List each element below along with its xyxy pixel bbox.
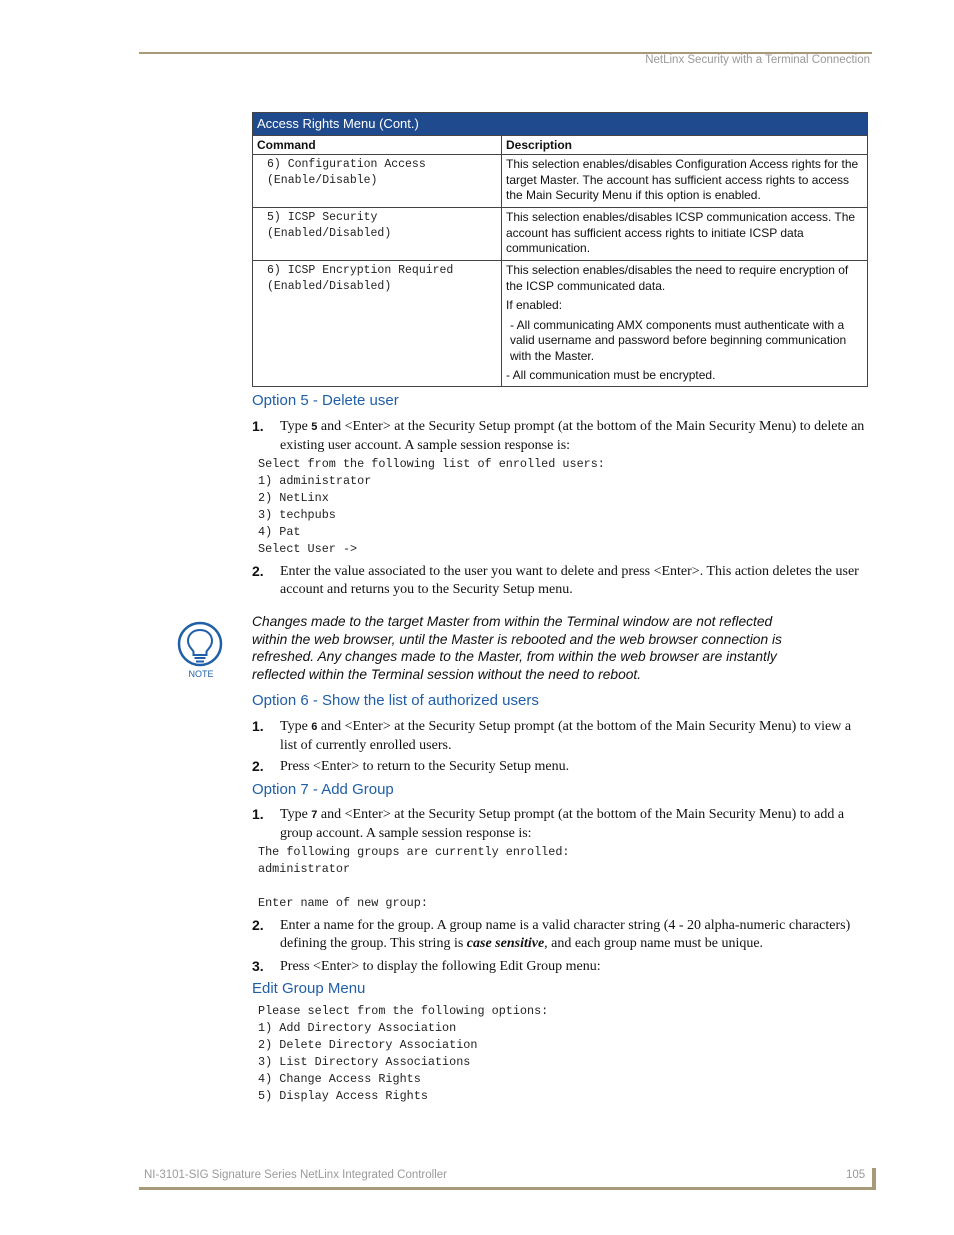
step-text-part: Type (280, 419, 312, 434)
step-text: Press <Enter> to return to the Security Setup menu. (280, 759, 570, 774)
command-cell: 6) Configuration Access (Enable/Disable) (253, 155, 502, 208)
step-text-part: and <Enter> at the Security Setup prompt (at the bottom of the Main Security Menu) to add a group account. A sample session response is: (280, 807, 845, 841)
step-number: 1. (252, 718, 264, 734)
description-text: - All communication must be encrypted. (506, 368, 716, 382)
code-line: Enter name of new group: (258, 896, 428, 911)
step-text (280, 718, 868, 754)
edit-group-code-block (258, 1003, 548, 1106)
table-row (253, 208, 868, 261)
option-5-heading: Option 5 - Delete user (252, 392, 399, 409)
command-cell: 6) ICSP Encryption Required (Enabled/Disabled) (253, 261, 502, 387)
code-line: 4) Change Access Rights (258, 1072, 421, 1087)
step-number: 1. (252, 806, 264, 822)
step-number: 2. (252, 917, 264, 933)
step-text-part: , and each group name must be unique. (544, 935, 764, 951)
code-line: The following groups are currently enrolled: (258, 845, 570, 859)
code-line: 2) Delete Directory Association (258, 1038, 478, 1053)
description-text: This selection enables/disables Configuration Access rights for the target Master. The account has sufficient access rights to access the Main Security Menu if this option is enabled. (506, 157, 859, 202)
table-row (253, 261, 868, 387)
code-line (258, 878, 570, 895)
session-code-block (258, 844, 570, 912)
step-number: 2. (252, 758, 264, 774)
key-label: 7 (311, 809, 318, 821)
note-text: Changes made to the target Master from within the Terminal window are not reflected within the web browser, until the Master is rebooted and the web browser connection is refreshed. Any changes made to the Master, from within the web browser are instantly reflected within the Terminal session without the need to reboot. (252, 614, 782, 682)
footer-tick (872, 1168, 876, 1190)
step-number: 1. (252, 418, 264, 434)
description-cell (502, 208, 868, 261)
session-code-block (258, 456, 605, 559)
step-text (280, 418, 868, 454)
code-line: Select User -> (258, 542, 358, 557)
edit-group-heading: Edit Group Menu (252, 980, 366, 997)
option-7-heading: Option 7 - Add Group (252, 781, 394, 798)
code-line: 5) Display Access Rights (258, 1089, 428, 1104)
option-6-heading: Option 6 - Show the list of authorized users (252, 692, 539, 709)
column-header-command: Command (253, 136, 502, 155)
page-number: 105 (846, 1169, 866, 1181)
description-text: - All communicating AMX components must authenticate with a valid username and password before beginning communication with the Master. (510, 317, 847, 363)
code-line: 1) Add Directory Association (258, 1021, 457, 1036)
step-text-part: and <Enter> at the Security Setup prompt (at the bottom of the Main Security Menu) to view a list of currently enrolled users. (280, 719, 852, 753)
description-text: This selection enables/disables the need to require encryption of the ICSP communicated data. (506, 263, 849, 293)
access-rights-table (252, 112, 868, 387)
code-line: administrator (258, 862, 351, 877)
step-number: 3. (252, 958, 264, 974)
footer-title: NI-3101-SIG Signature Series NetLinx Integrated Controller (144, 1169, 447, 1181)
note-label: NOTE (188, 669, 214, 679)
code-line: Please select from the following options: (258, 1004, 549, 1018)
command-cell: 5) ICSP Security (Enabled/Disabled) (253, 208, 502, 261)
step-text-part: Type (280, 807, 312, 822)
footer-rule (139, 1187, 872, 1190)
key-label: 6 (311, 721, 318, 733)
step-text: Enter the value associated to the user you want to delete and press <Enter>. This action deletes the user account and returns you to the Security Setup menu. (280, 564, 859, 597)
step-text (280, 806, 868, 842)
step-number: 2. (252, 563, 264, 579)
step-text-part: and <Enter> at the Security Setup prompt (at the bottom of the Main Security Menu) to delete an existing user account. A sample session response is: (280, 419, 865, 453)
step-text (280, 917, 868, 952)
table-title: Access Rights Menu (Cont.) (253, 113, 868, 136)
key-label: 5 (311, 421, 318, 433)
running-header: NetLinx Security with a Terminal Connection (645, 54, 870, 66)
emphasis-text: case sensitive (466, 935, 545, 951)
code-line: Select from the following list of enrolled users: (258, 457, 605, 471)
description-text: If enabled: (506, 298, 563, 312)
table-row (253, 155, 868, 208)
code-line: 4) Pat (258, 525, 301, 540)
code-line: 1) administrator (258, 474, 372, 489)
step-text-part: Enter a name for the group. A group name is a valid character string (4 - 20 alpha-numeric characters) defining the group. This string is (280, 918, 851, 951)
code-line: 3) techpubs (258, 508, 336, 523)
description-text: This selection enables/disables ICSP communication access. The account has sufficient access rights to initiate ICSP data communication. (506, 210, 856, 255)
step-text: Press <Enter> to display the following Edit Group menu: (280, 959, 601, 974)
column-header-description: Description (502, 136, 868, 155)
step-text-part: Type (280, 719, 312, 734)
code-line: 3) List Directory Associations (258, 1055, 471, 1070)
code-line: 2) NetLinx (258, 491, 329, 506)
description-cell (502, 261, 868, 387)
description-cell (502, 155, 868, 208)
